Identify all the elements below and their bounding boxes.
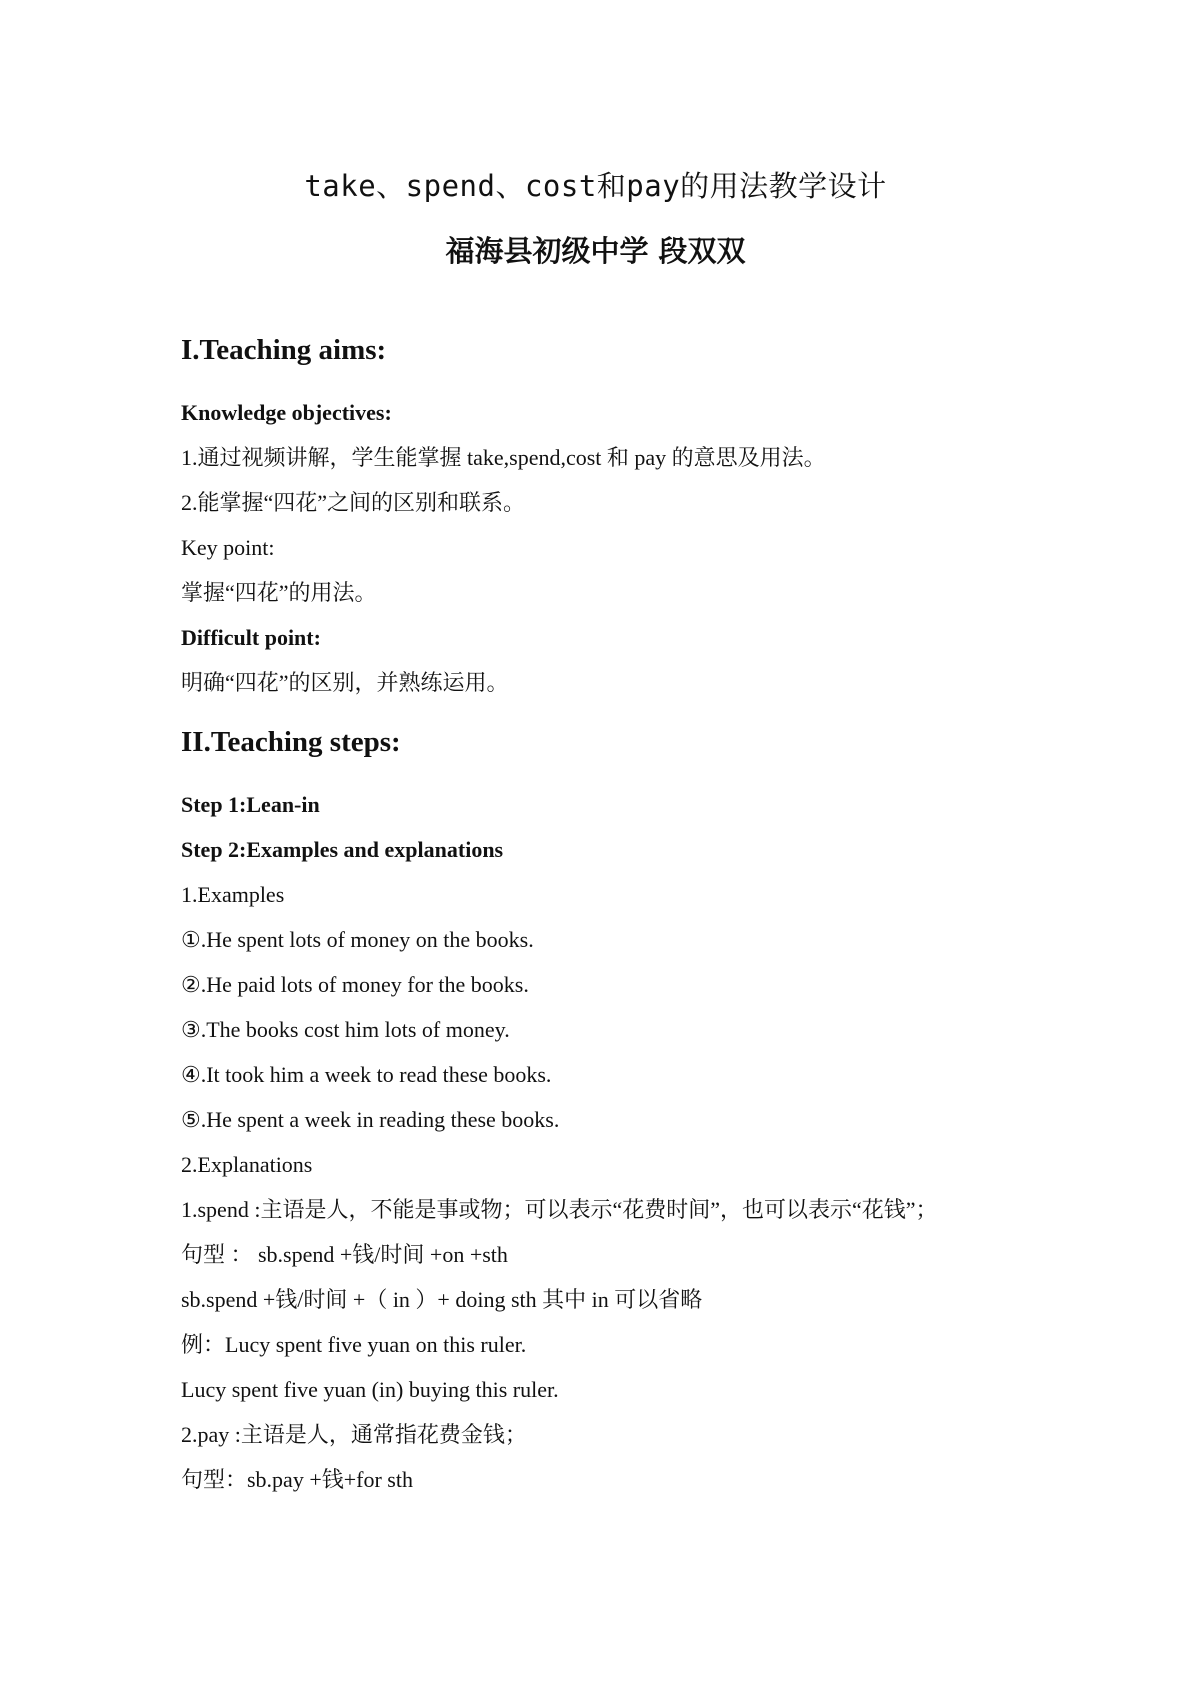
example-item: ⑤.He spent a week in reading these books. [181, 1107, 560, 1132]
example-item: ②.He paid lots of money for the books. [181, 972, 529, 997]
explanation-line: 例：Lucy spent five yuan on this ruler. [181, 1332, 527, 1357]
author-line: 福海县初级中学 段双双 [445, 234, 746, 268]
explanation-line: Lucy spent five yuan (in) buying this ruler. [181, 1377, 559, 1402]
examples-label: 1.Examples [181, 882, 285, 907]
explanation-line: 1.spend :主语是人，不能是事或物；可以表示“花费时间”，也可以表示“花钱”； [181, 1197, 938, 1222]
explanation-line: 句型：sb.pay +钱+for sth [181, 1467, 413, 1492]
key-point-label: Key point: [181, 535, 275, 560]
key-point-text: 掌握“四花”的用法。 [181, 580, 377, 605]
knowledge-objectives-label: Knowledge objectives: [181, 400, 392, 425]
explanation-line: 2.pay :主语是人，通常指花费金钱； [181, 1422, 527, 1447]
document-body [181, 330, 1061, 1495]
explanation-line: sb.spend +钱/时间 +（ in ）+ doing sth 其中 in 可以省略 [181, 1287, 703, 1312]
explanations-label: 2.Explanations [181, 1152, 313, 1177]
section-heading-teaching-aims: I.Teaching aims: [181, 334, 387, 366]
step-1: Step 1:Lean-in [181, 792, 320, 817]
objective-1: 1.通过视频讲解，学生能掌握 take,spend,cost 和 pay 的意思及用法。 [181, 445, 826, 470]
difficult-point-text: 明确“四花”的区别，并熟练运用。 [181, 670, 509, 695]
explanation-line: 句型 ： sb.spend +钱/时间 +on +sth [181, 1242, 508, 1267]
example-item: ①.He spent lots of money on the books. [181, 927, 534, 952]
document-title: take、spend、cost和pay的用法教学设计 [304, 169, 887, 203]
step-2: Step 2:Examples and explanations [181, 837, 504, 862]
section-heading-teaching-steps: II.Teaching steps: [181, 726, 401, 758]
example-item: ④.It took him a week to read these books. [181, 1062, 552, 1087]
example-item: ③.The books cost him lots of money. [181, 1017, 510, 1042]
objective-2: 2.能掌握“四花”之间的区别和联系。 [181, 490, 526, 515]
difficult-point-label: Difficult point: [181, 625, 321, 650]
